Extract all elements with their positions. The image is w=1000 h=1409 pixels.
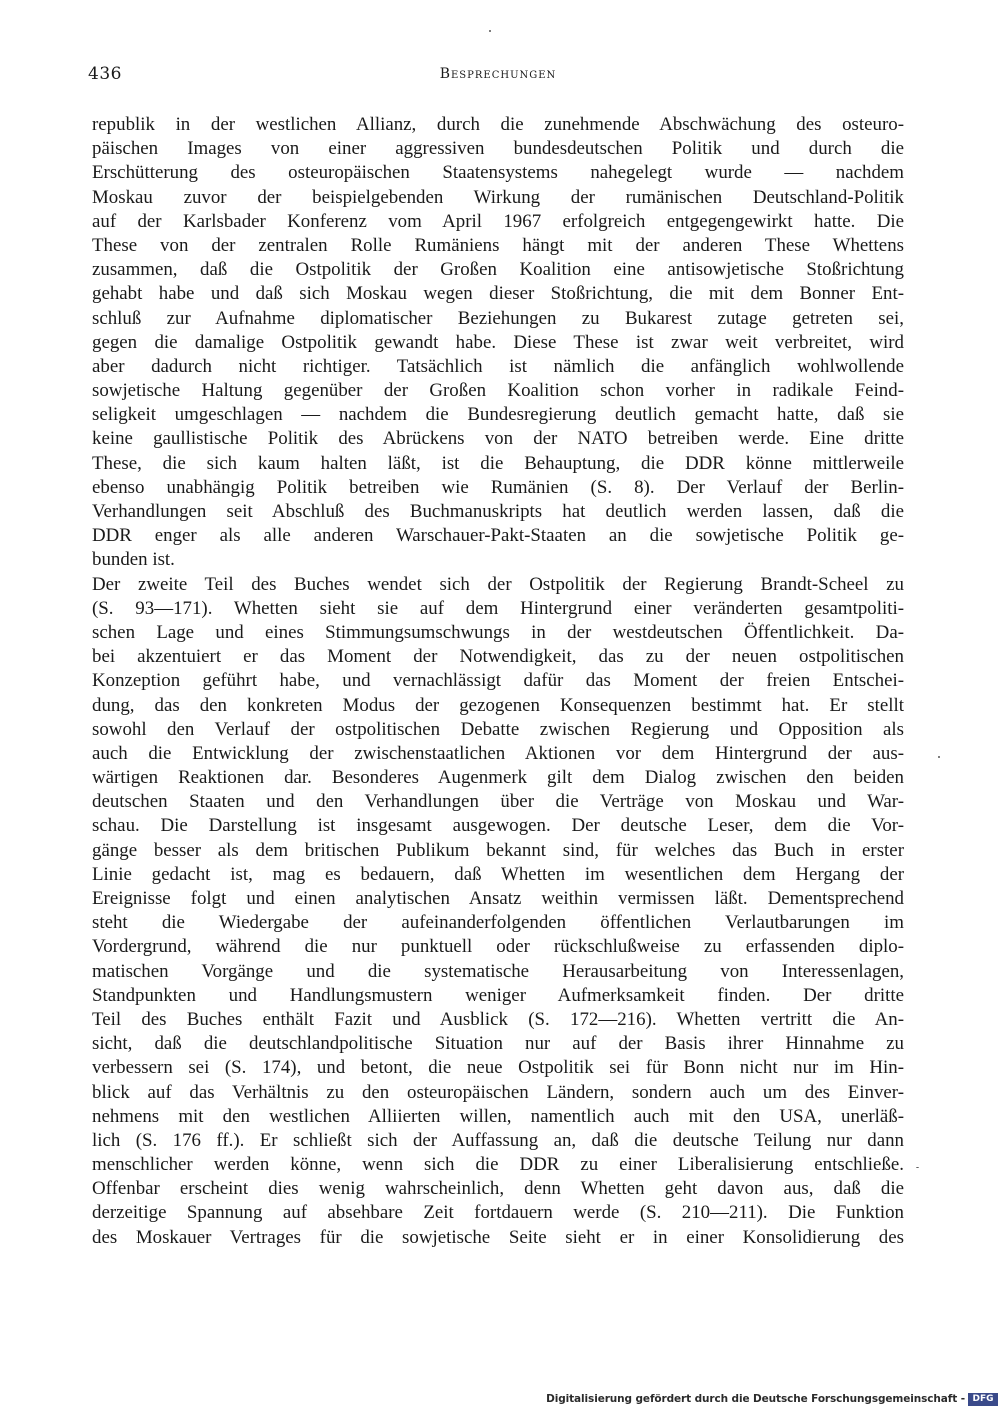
text-line: Moskau zuvor der beispielgebenden Wirkung der rumänischen Deutschland-Politik (92, 186, 904, 208)
footer-text: Digitalisierung gefördert durch die Deutsche Forschungsgemeinschaft - (546, 1393, 965, 1405)
text-line: dung, das den konkreten Modus der gezogenen Konsequenzen bestimmt hat. Er stellt (92, 694, 904, 716)
text-line: wärtigen Reaktionen dar. Besonderes Augenmerk gilt dem Dialog zwischen den beiden (92, 767, 904, 789)
scan-speck (938, 756, 940, 758)
text-line: matischen Vorgänge und die systematische Herausarbeitung von Interessenlagen, (92, 960, 904, 982)
text-line: menschlicher werden könne, wenn sich die DDR zu einer Liberalisierung entschließe. (92, 1154, 904, 1176)
text-line: schluß zur Aufnahme diplomatischer Beziehungen zu Bukarest zutage getreten sei, (92, 307, 904, 329)
text-line: republik in der westlichen Allianz, durch die zunehmende Abschwächung des osteuro- (92, 114, 904, 135)
text-line: des Moskauer Vertrages für die sowjetische Seite sieht er in einer Konsolidierung des (92, 1226, 904, 1248)
text-line: schen Lage und eines Stimmungsumschwungs in der westdeutschen Öffentlichkeit. Da- (92, 621, 904, 643)
text-line: schau. Die Darstellung ist insgesamt ausgewogen. Der deutsche Leser, dem die Vor- (92, 815, 904, 837)
text-line: gänge besser als dem britischen Publikum bekannt sind, für welches das Buch in erster (92, 839, 904, 861)
text-line: nehmens mit den westlichen Alliierten willen, namentlich auch mit den USA, unerläß- (92, 1105, 904, 1127)
scan-speck (489, 30, 491, 32)
text-line: bunden ist. (92, 549, 175, 571)
text-line: Verhandlungen seit Abschluß des Buchmanuskripts hat deutlich werden lassen, daß die (92, 501, 904, 522)
body-text (92, 113, 904, 1250)
text-line: keine gaullistische Politik des Abrückens von der NATO betreiben werde. Eine dritte (92, 428, 904, 450)
digitization-footer (546, 1391, 1000, 1407)
text-line: aber dadurch nicht richtiger. Tatsächlich ist nämlich die anfänglich wohlwollende (92, 355, 904, 377)
text-line: (S. 93—171). Whetten sieht sie auf dem Hintergrund einer veränderten gesamtpoliti- (92, 597, 904, 619)
text-line: Konzeption geführt habe, und vernachlässigt dafür das Moment der freien Entschei- (92, 670, 904, 692)
text-line: deutschen Staaten und den Verhandlungen über die Verträge von Moskau und War- (92, 791, 904, 813)
text-line: Standpunkten und Handlungsmustern weniger Aufmerksamkeit finden. Der dritte (92, 984, 904, 1006)
text-line: derzeitige Spannung auf absehbare Zeit fortdauern werde (S. 210—211). Die Funktion (92, 1202, 904, 1224)
text-line: Vordergrund, während die nur punktuell oder rückschlußweise zu erfassenden diplo- (92, 936, 904, 958)
text-line: These von der zentralen Rolle Rumäniens hängt mit der anderen These Whettens (92, 234, 904, 256)
text-line: seligkeit umgeschlagen — nachdem die Bundesregierung deutlich gemacht hatte, daß sie (92, 404, 904, 426)
text-line: sowjetische Haltung gegenüber der Großen Koalition schon vorher in radikale Feind- (92, 380, 904, 402)
text-line: sicht, daß die deutschlandpolitische Situation nur auf der Basis ihrer Hinnahme zu (92, 1033, 904, 1055)
text-line: Teil des Buches enthält Fazit und Ausblick (S. 172—216). Whetten vertritt die An- (92, 1008, 904, 1030)
text-line: päischen Images von einer aggressiven bundesdeutschen Politik und durch die (92, 138, 904, 160)
scan-speck (916, 1167, 919, 1168)
text-line: ebenso unabhängig Politik betreiben wie Rumänien (S. 8). Der Verlauf der Berlin- (92, 476, 904, 498)
text-line: sowohl den Verlauf der ostpolitischen Debatte zwischen Regierung und Opposition als (92, 718, 904, 740)
text-line: These, die sich kaum halten läßt, ist die Behauptung, die DDR könne mittlerweile (92, 452, 904, 474)
text-line: Erschütterung des osteuropäischen Staatensystems nahegelegt wurde — nachdem (92, 162, 904, 184)
running-head: Besprechungen (439, 66, 557, 82)
text-line: gegen die damalige Ostpolitik gewandt habe. Diese These ist zwar weit verbreitet, wird (92, 331, 904, 353)
text-line: bei akzentuiert er das Moment der Notwendigkeit, das zu der neuen ostpolitischen (92, 646, 904, 668)
page-number: 436 (88, 64, 122, 84)
text-line: zusammen, daß die Ostpolitik der Großen Koalition eine antisowjetische Stoßrichtung (92, 259, 904, 281)
text-line: Ereignisse folgt und einen analytischen Ansatz weithin vermissen läßt. Dementsprechend (92, 888, 904, 909)
text-line: auf der Karlsbader Konferenz vom April 1967 erfolgreich entgegengewirkt hatte. Die (92, 210, 904, 232)
text-line: blick auf das Verhältnis zu den osteuropäischen Ländern, sondern auch um des Einver- (92, 1081, 904, 1103)
text-line: DDR enger als alle anderen Warschauer-Pakt-Staaten an die sowjetische Politik ge- (92, 525, 904, 547)
text-line: lich (S. 176 ff.). Er schließt sich der Auffassung an, daß die deutsche Teilung nur dann (92, 1129, 904, 1151)
text-line: steht die Wiedergabe der aufeinanderfolgenden öffentlichen Verlautbarungen im (92, 912, 904, 934)
dfg-logo: DFG (968, 1393, 998, 1406)
text-line: gehabt habe und daß sich Moskau wegen dieser Stoßrichtung, die mit dem Bonner Ent- (92, 283, 904, 305)
text-line: verbessern sei (S. 174), und betont, die neue Ostpolitik sei für Bonn nicht nur im Hin- (92, 1057, 904, 1079)
text-line: Linie gedacht ist, mag es bedauern, daß Whetten im wesentlichen dem Hergang der (92, 863, 904, 885)
text-line: auch die Entwicklung der zwischenstaatlichen Aktionen vor dem Hintergrund der aus- (92, 742, 904, 764)
text-line: Der zweite Teil des Buches wendet sich der Ostpolitik der Regierung Brandt-Scheel zu (92, 573, 904, 595)
page-header (88, 64, 908, 90)
text-line: Offenbar erscheint dies wenig wahrscheinlich, denn Whetten geht davon aus, daß die (92, 1178, 904, 1200)
